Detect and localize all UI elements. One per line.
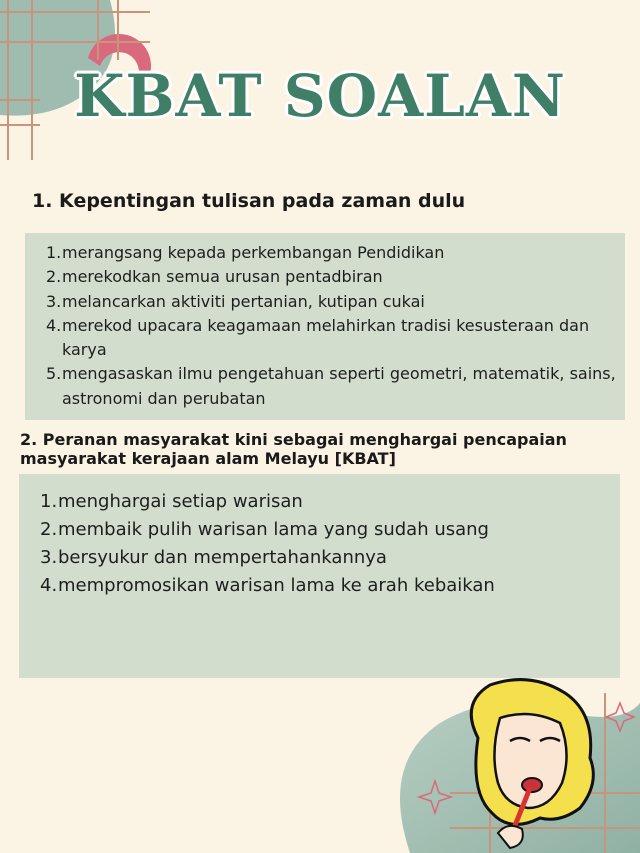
section1-answer-box [25, 233, 625, 420]
section1-list [46, 241, 621, 411]
list-item [40, 488, 615, 516]
list-item [40, 516, 615, 544]
list-item-text: merekodkan semua urusan pentadbiran [62, 267, 383, 287]
section2-list [40, 488, 615, 600]
list-item-number: 3. [46, 291, 62, 311]
list-item-number: 2. [46, 267, 62, 287]
list-item-number: 4. [46, 315, 62, 335]
list-item [46, 241, 621, 265]
list-item [46, 314, 621, 363]
page-title: KBAT SOALAN [74, 62, 566, 130]
list-item-text: bersyukur dan mempertahankannya [58, 547, 387, 568]
list-item [46, 290, 621, 314]
list-item-text: melancarkan aktiviti pertanian, kutipan cukai [62, 291, 425, 311]
list-item [46, 265, 621, 289]
list-item-number: 5. [46, 364, 62, 384]
list-item-number: 2. [40, 519, 58, 540]
list-item-number: 1. [46, 243, 62, 262]
list-item [40, 572, 615, 600]
list-item-number: 4. [40, 575, 58, 596]
section2-answer-box [19, 474, 620, 678]
list-item-number: 1. [40, 491, 58, 512]
list-item-text: membaik pulih warisan lama yang sudah usang [58, 519, 489, 540]
list-item [40, 544, 615, 572]
list-item-text: mengasaskan ilmu pengetahuan seperti geometri, matematik, sains, astronomi dan perubatan [62, 364, 616, 408]
section1-heading: 1. Kepentingan tulisan pada zaman dulu [32, 190, 466, 212]
list-item-number: 3. [40, 547, 58, 568]
list-item-text: merekod upacara keagamaan melahirkan tradisi kesusteraan dan karya [62, 315, 590, 360]
section2-heading: 2. Peranan masyarakat kini sebagai menghargai pencapaian masyarakat kerajaan alam Melayu [KBAT] [20, 430, 567, 468]
list-item [46, 362, 621, 411]
list-item-text: mempromosikan warisan lama ke arah kebaikan [58, 575, 495, 596]
list-item-text: menghargai setiap warisan [58, 491, 303, 512]
list-item-text: merangsang kepada perkembangan Pendidikan [62, 243, 445, 262]
